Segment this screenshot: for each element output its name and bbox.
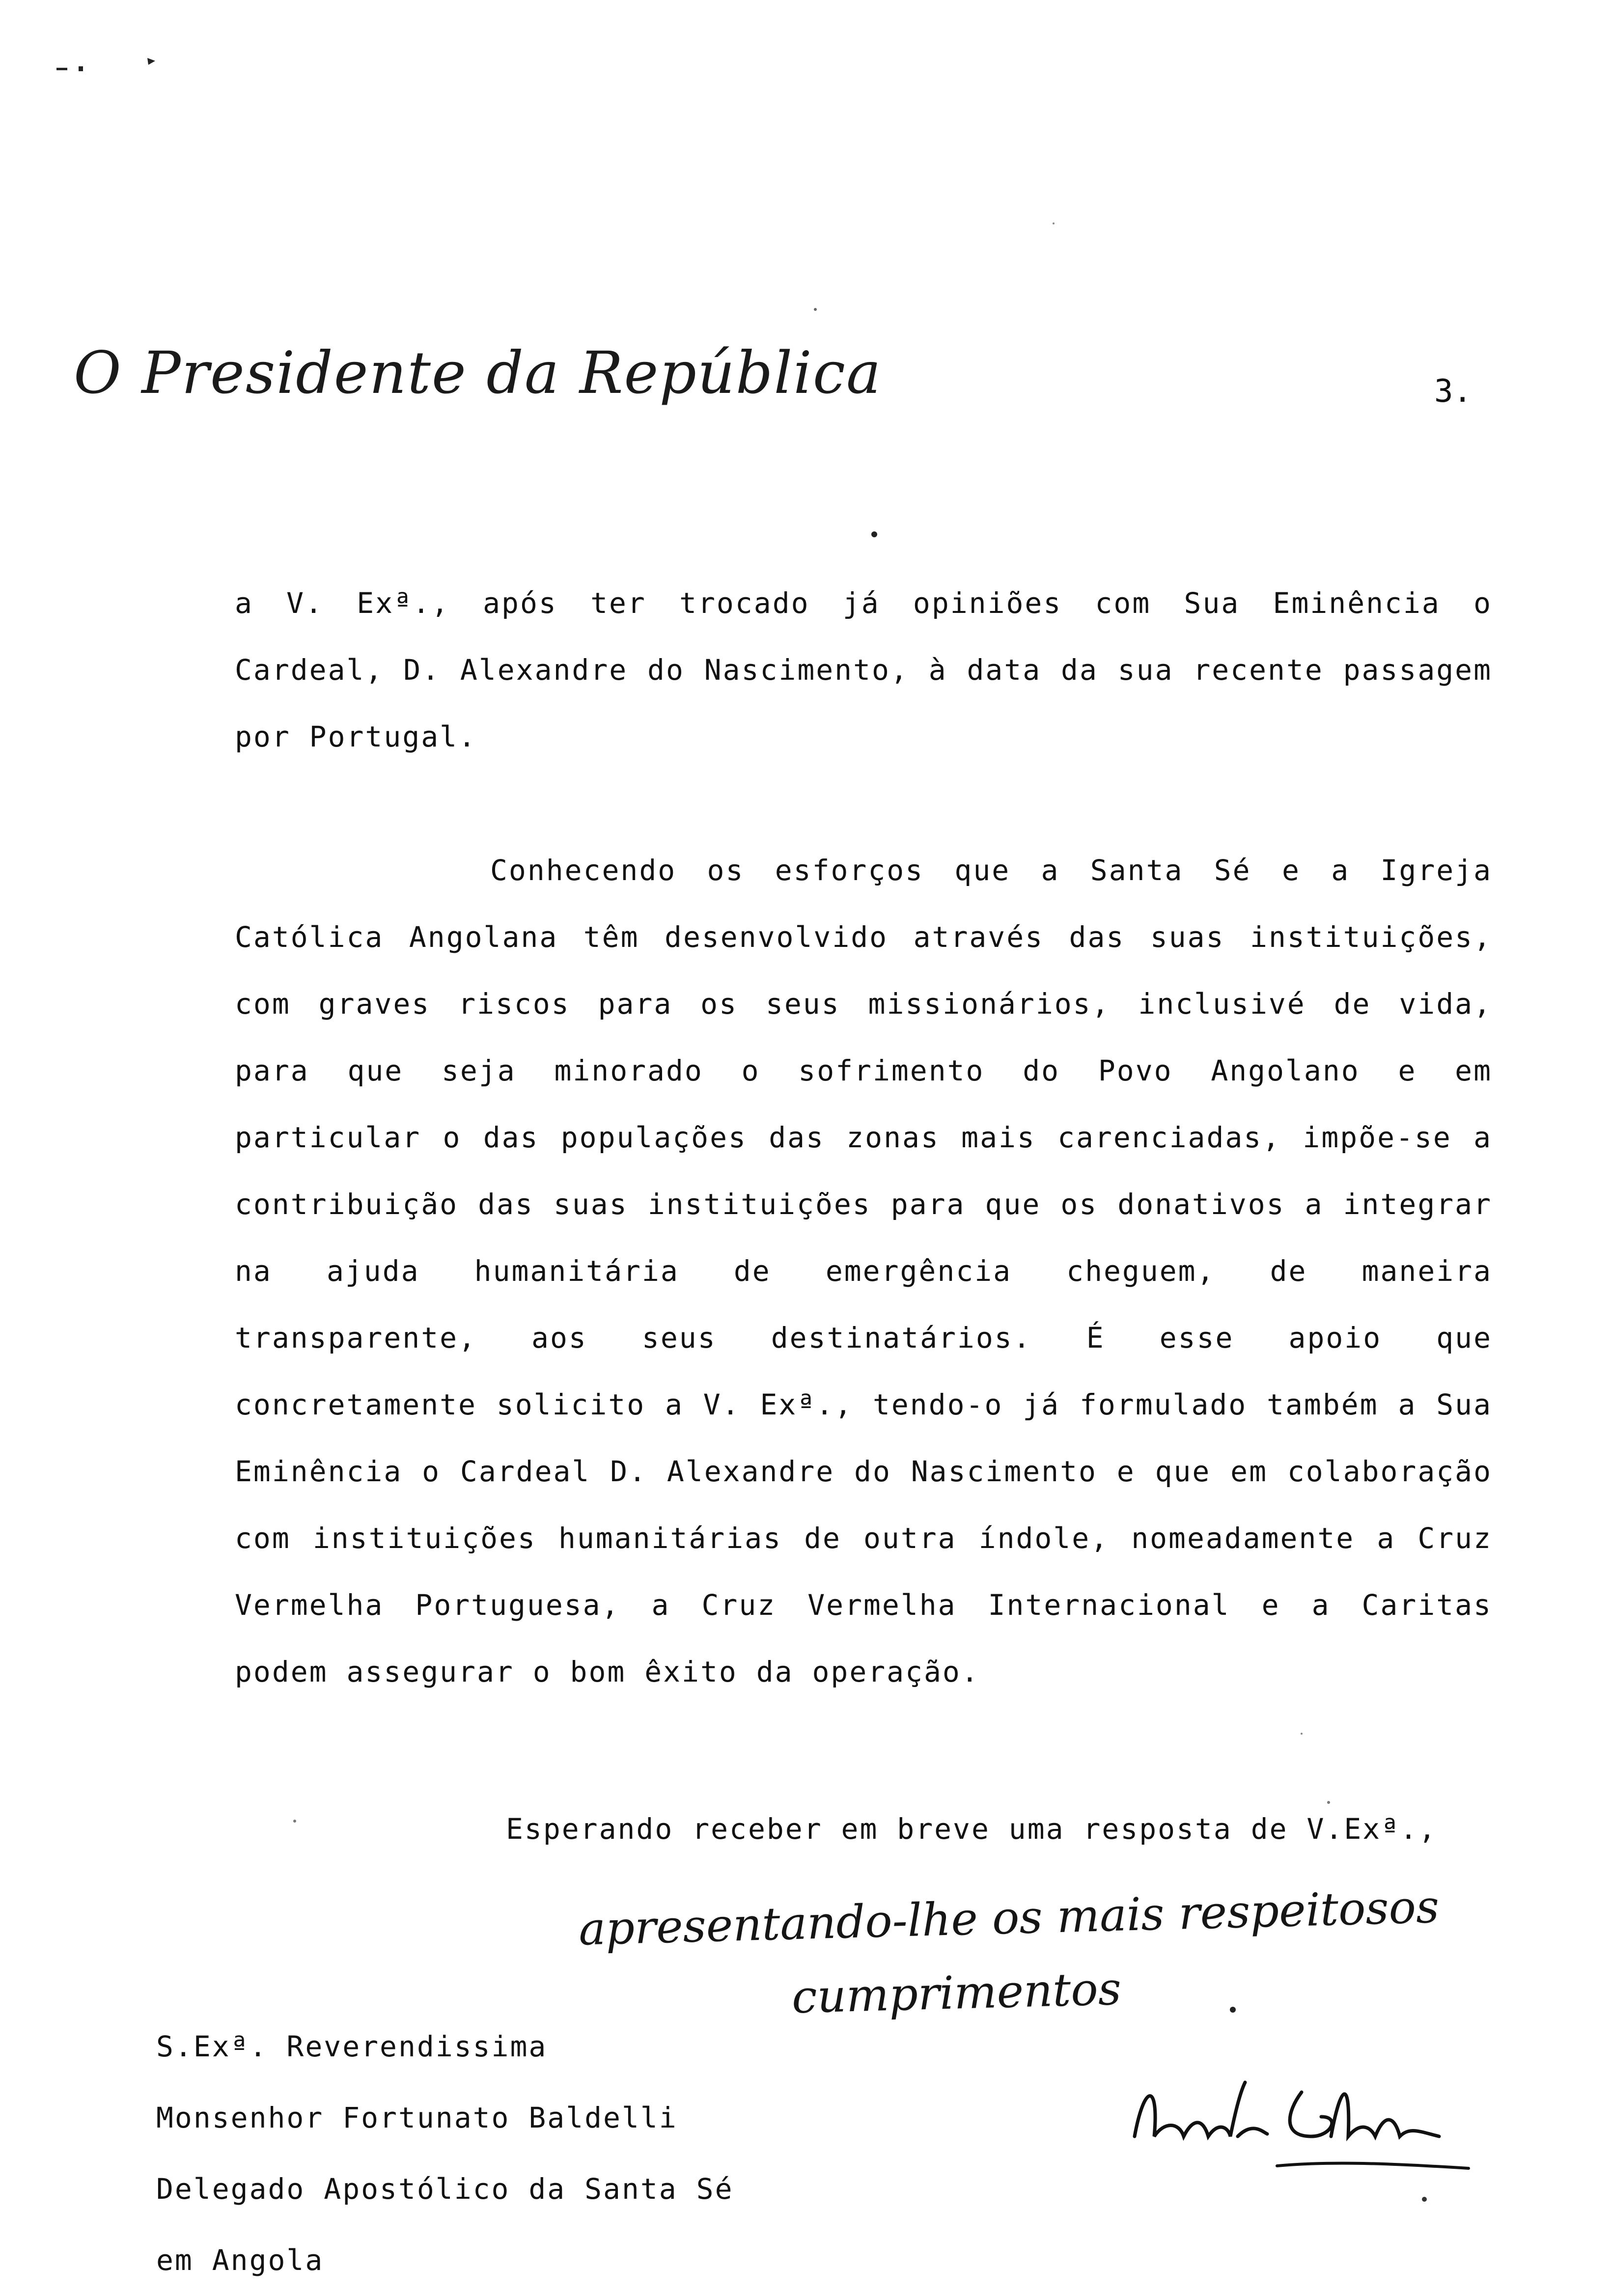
page-number: 3. <box>1434 373 1472 410</box>
recipient-line: Delegado Apostólico da Santa Sé <box>156 2172 734 2206</box>
body-paragraph: a V. Exª., após ter trocado já opiniões com Sua Eminência o Cardeal, D. Alexandre do Nascimento, à data da sua recente passagem por Portugal. <box>235 586 1492 753</box>
recipient-address <box>156 2011 734 2296</box>
recipient-line: Monsenhor Fortunato Baldelli <box>156 2101 678 2134</box>
signature-graphic <box>1125 2063 1478 2190</box>
letter-body <box>235 570 1492 1772</box>
handwritten-line: cumprimentos <box>791 1962 1122 2024</box>
recipient-line: S.Exª. Reverendissima <box>156 2030 548 2063</box>
body-paragraph: Conhecendo os esforços que a Santa Sé e a Igreja Católica Angolana têm desenvolvido através das suas instituições, com graves riscos para os seus missionários, inclusivé de vida, para que seja minorado o sofrimento do Povo Angolano e em particular o das populações das zonas mais carenciadas, impõe-se a contribuição das suas instituições para que os donativos a integrar na ajuda humanitária de emergência cheguem, de maneira transparente, aos seus destinatários. É esse apoio que concretamente solicito a V. Exª., tendo-o já formulado também a Sua Eminência o Cardeal D. Alexandre do Nascimento e que em colaboração com instituições humanitárias de outra índole, nomeadamente a Cruz Vermelha Portuguesa, a Cruz Vermelha Internacional e a Caritas podem assegurar o bom êxito da operação. <box>235 854 1492 1688</box>
closing-line: Esperando receber em breve uma resposta de V.Exª., <box>506 1812 1437 1846</box>
handwritten-line: apresentando-lhe os mais respeitosos <box>578 1880 1440 1956</box>
letterhead-title: O Presidente da República <box>74 339 882 407</box>
recipient-line: em Angola <box>156 2243 324 2277</box>
